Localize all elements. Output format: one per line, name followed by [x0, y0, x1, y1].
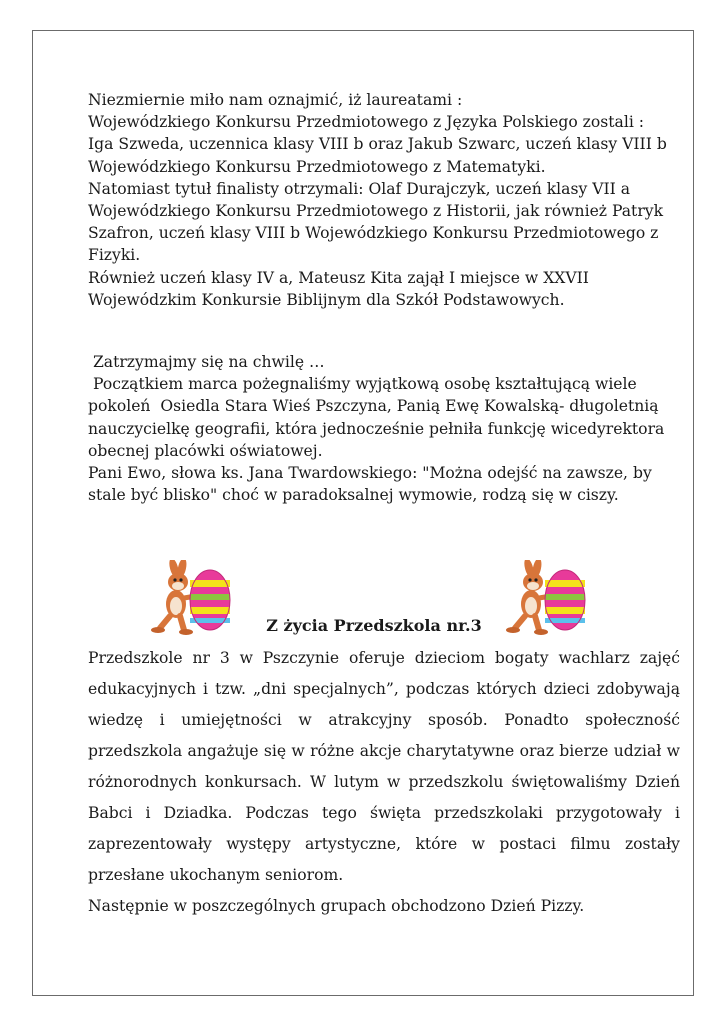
text-line: przesłane ukochanym seniorom. [88, 866, 344, 884]
text-line: pokoleń Osiedla Stara Wieś Pszczyna, Panią Ewę Kowalską- długoletnią [88, 397, 659, 416]
text-line: edukacyjnych i tzw. „dni specjalnych”, podczas których dzieci zdobywają [88, 680, 680, 698]
text-line: Wojewódzkiego Konkursu Przedmiotowego z Matematyki. [88, 157, 546, 176]
text-line: zaprezentowały występy artystyczne, które w postaci filmu zostały [88, 835, 680, 853]
text-line: Fizyki. [88, 246, 141, 265]
text-line: przedszkola angażuje się w różne akcje charytatywne oraz bierze udział w [88, 742, 680, 760]
text-line: wiedzę i umiejętności w atrakcyjny sposób. Ponadto społeczność [88, 711, 680, 729]
text-line: Iga Szweda, uczennica klasy VIII b oraz Jakub Szwarc, uczeń klasy VIII b [88, 135, 667, 154]
text-line: Początkiem marca pożegnaliśmy wyjątkową osobę kształtującą wiele [88, 375, 637, 394]
text-line: Niezmiernie miło nam oznajmić, iż laureatami : [88, 91, 463, 109]
text-line: Wojewódzkiego Konkursu Przedmiotowego z Języka Polskiego zostali : [88, 113, 645, 132]
text-line: nauczycielkę geografii, która jednocześnie pełniła funkcję wicedyrektora [88, 419, 665, 438]
text-line: obecnej placówki oświatowej. [88, 441, 323, 460]
text-line: Babci i Dziadka. Podczas tego święta przedszkolaki przygotowały i [88, 804, 680, 822]
text-line: Natomiast tytuł finalisty otrzymali: Olaf Durajczyk, uczeń klasy VII a [88, 179, 631, 198]
text-line: Wojewódzkiego Konkursu Przedmiotowego z Historii, jak również Patryk [88, 202, 664, 221]
text-line: stale być blisko" choć w paradoksalnej wymowie, rodzą się w ciszy. [88, 486, 619, 505]
text-line: Pani Ewo, słowa ks. Jana Twardowskiego: "Można odejść na zawsze, by [88, 464, 652, 483]
preschool-paragraph [88, 643, 680, 922]
text-line: Następnie w poszczególnych grupach obchodzono Dzień Pizzy. [88, 897, 585, 915]
text-line: Przedszkole nr 3 w Pszczynie oferuje dzieciom bogaty wachlarz zajęć [88, 649, 680, 667]
text-line: Również uczeń klasy IV a, Mateusz Kita zajął I miejsce w XXVII [88, 268, 589, 287]
section-heading: Z życia Przedszkola nr.3 [266, 616, 482, 635]
text-line: Szafron, uczeń klasy VIII b Wojewódzkiego Konkursu Przedmiotowego z [88, 224, 659, 243]
text-line: różnorodnych konkursach. W lutym w przedszkolu świętowaliśmy Dzień [88, 773, 680, 791]
text-line: Zatrzymajmy się na chwilę … [88, 353, 325, 371]
laureates-paragraph [88, 89, 680, 311]
memorial-paragraph [88, 351, 680, 506]
text-line: Wojewódzkim Konkursie Biblijnym dla Szkół Podstawowych. [88, 290, 565, 309]
